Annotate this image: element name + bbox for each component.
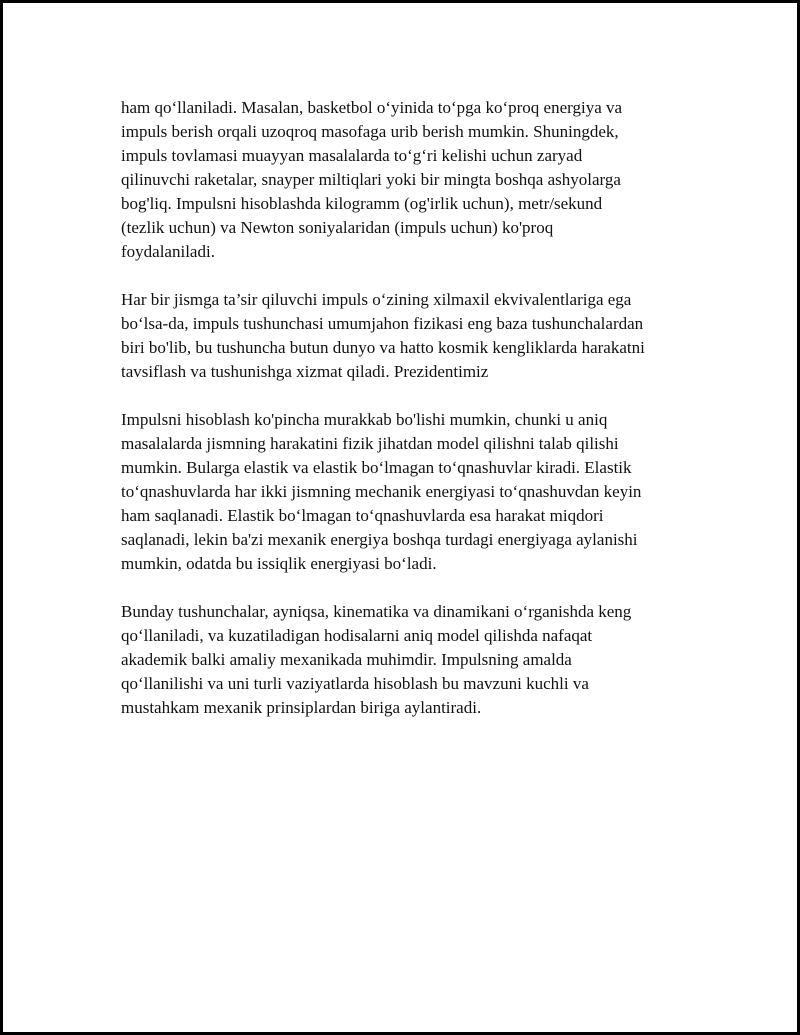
- text-line: saqlanadi, lekin ba'zi mexanik energiya boshqa turdagi energiyaga aylanishi: [121, 530, 638, 549]
- text-line: mumkin, odatda bu issiqlik energiyasi bo‘ladi.: [121, 554, 437, 573]
- document-body: [121, 96, 691, 744]
- text-line: bo‘lsa-da, impuls tushunchasi umumjahon fizikasi eng baza tushunchalardan: [121, 314, 644, 333]
- text-line: impuls tovlamasi muayyan masalalarda to‘g‘ri kelishi uchun zaryad: [121, 146, 583, 165]
- text-line: mumkin. Bularga elastik va elastik bo‘lmagan to‘qnashuvlar kiradi. Elastik: [121, 458, 632, 477]
- text-line: biri bo'lib, bu tushuncha butun dunyo va hatto kosmik kengliklarda harakatni: [121, 338, 645, 357]
- text-line: Impulsni hisoblash ko'pincha murakkab bo'lishi mumkin, chunki u aniq: [121, 410, 608, 429]
- text-line: tavsiflash va tushunishga xizmat qiladi. Prezidentimiz: [121, 362, 489, 381]
- text-line: qo‘llanilishi va uni turli vaziyatlarda hisoblash bu mavzuni kuchli va: [121, 674, 589, 693]
- text-line: impuls berish orqali uzoqroq masofaga urib berish mumkin. Shuningdek,: [121, 122, 619, 141]
- paragraph-2: [121, 288, 691, 384]
- text-line: qo‘llaniladi, va kuzatiladigan hodisalarni aniq model qilishda nafaqat: [121, 626, 593, 645]
- paragraph-3: [121, 408, 691, 576]
- text-line: ham saqlanadi. Elastik bo‘lmagan to‘qnashuvlarda esa harakat miqdori: [121, 506, 604, 525]
- text-line: mustahkam mexanik prinsiplardan biriga aylantiradi.: [121, 698, 482, 717]
- paragraph-4: [121, 600, 691, 720]
- paragraph-1: [121, 96, 691, 264]
- text-line: masalalarda jismning harakatini fizik jihatdan model qilishni talab qilishi: [121, 434, 619, 453]
- text-line: qilinuvchi raketalar, snayper miltiqlari yoki bir mingta boshqa ashyolarga: [121, 170, 621, 189]
- text-line: ham qo‘llaniladi. Masalan, basketbol o‘yinida to‘pga ko‘proq energiya va: [121, 98, 623, 117]
- text-line: bog'liq. Impulsni hisoblashda kilogramm (og'irlik uchun), metr/sekund: [121, 194, 603, 213]
- text-line: (tezlik uchun) va Newton soniyalaridan (impuls uchun) ko'proq: [121, 218, 554, 237]
- text-line: to‘qnashuvlarda har ikki jismning mechanik energiyasi to‘qnashuvdan keyin: [121, 482, 642, 501]
- text-line: Har bir jismga ta’sir qiluvchi impuls o‘zining xilmaxil ekvivalentlariga ega: [121, 290, 632, 309]
- text-line: foydalaniladi.: [121, 242, 215, 261]
- text-line: akademik balki amaliy mexanikada muhimdir. Impulsning amalda: [121, 650, 572, 669]
- text-line: Bunday tushunchalar, ayniqsa, kinematika va dinamikani o‘rganishda keng: [121, 602, 632, 621]
